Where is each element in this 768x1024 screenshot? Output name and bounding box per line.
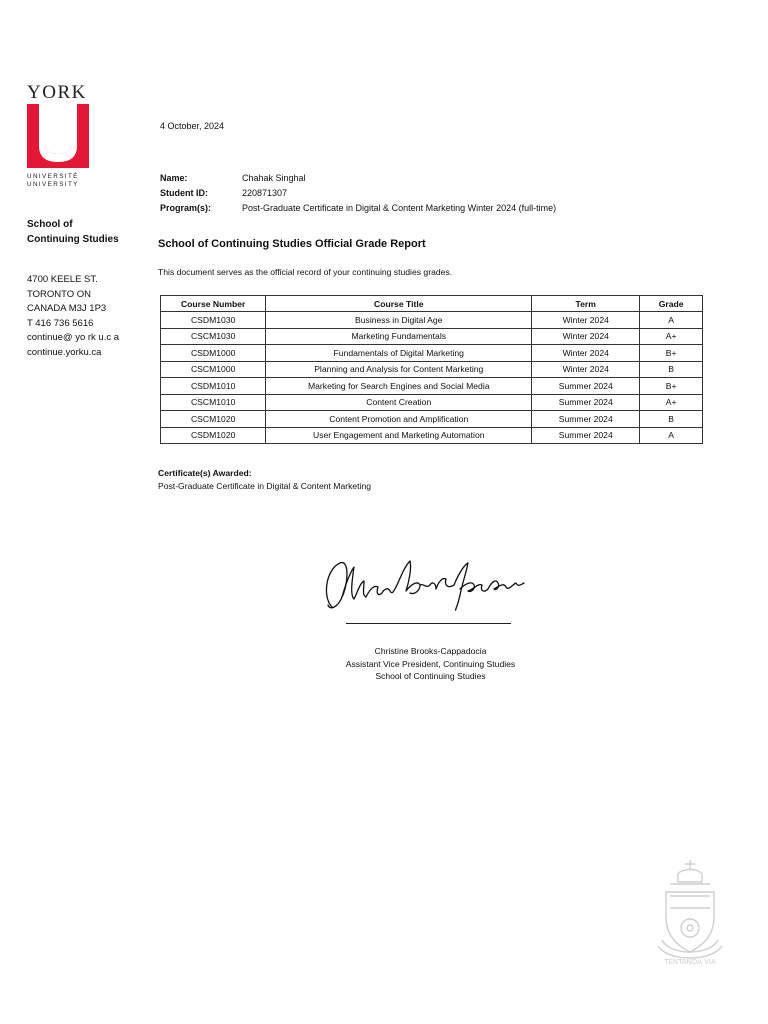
course-title: Content Creation [266, 394, 532, 411]
course-title: Marketing for Search Engines and Social Media [266, 378, 532, 395]
table-row [161, 312, 703, 329]
course-title: Planning and Analysis for Content Marketing [266, 361, 532, 378]
school-name-line2: Continuing Studies [27, 234, 119, 245]
signature-line [346, 623, 511, 624]
address-city: TORONTO ON [27, 288, 92, 300]
table-row [161, 394, 703, 411]
report-title: School of Continuing Studies Official Grade Report [158, 238, 426, 250]
logo-universite-text: UNIVERSITÉ [27, 173, 79, 180]
table-row [161, 427, 703, 444]
university-crest-icon [652, 856, 728, 974]
signer-unit: School of Continuing Studies [375, 671, 486, 681]
course-term: Winter 2024 [532, 345, 640, 362]
intro-text: This document serves as the official record of your continuing studies grades. [158, 267, 453, 277]
course-number: CSDM1010 [161, 378, 266, 395]
table-header-row [161, 296, 703, 312]
course-number: CSDM1030 [161, 312, 266, 329]
course-number: CSCM1030 [161, 328, 266, 345]
signer-block [300, 645, 561, 683]
student-id-label: Student ID: [160, 188, 208, 198]
info-row-student-id [160, 186, 556, 201]
certificate-block [158, 467, 371, 492]
signature-icon [320, 555, 535, 617]
table-row [161, 345, 703, 362]
course-term: Winter 2024 [532, 361, 640, 378]
course-grade: A [640, 427, 703, 444]
table-row [161, 328, 703, 345]
certificate-heading: Certificate(s) Awarded: [158, 468, 252, 478]
course-title: Fundamentals of Digital Marketing [266, 345, 532, 362]
header-course-title: Course Title [266, 296, 532, 312]
header-course-number: Course Number [161, 296, 266, 312]
course-title: Marketing Fundamentals [266, 328, 532, 345]
logo-york-text: YORK [27, 82, 87, 103]
course-number: CSDM1020 [161, 427, 266, 444]
address-email: continue@ yo rk u.c a [27, 332, 120, 344]
address-website: continue.yorku.ca [27, 346, 102, 358]
signer-title: Assistant Vice President, Continuing Studies [345, 658, 516, 669]
logo-u-icon [27, 104, 89, 168]
address-country: CANADA M3J 1P3 [27, 303, 107, 315]
header-grade: Grade [640, 296, 703, 312]
logo-university-text: UNIVERSITY [27, 181, 79, 188]
course-grade: B+ [640, 378, 703, 395]
course-title: User Engagement and Marketing Automation [266, 427, 532, 444]
info-row-name [160, 171, 556, 186]
certificate-value: Post-Graduate Certificate in Digital & Content Marketing [158, 480, 372, 491]
name-label: Name: [160, 173, 188, 183]
course-term: Winter 2024 [532, 328, 640, 345]
grades-table [160, 295, 703, 444]
crest-motto: TENTANDA VIA [664, 958, 716, 966]
course-number: CSDM1000 [161, 345, 266, 362]
table-row [161, 378, 703, 395]
course-number: CSCM1010 [161, 394, 266, 411]
course-term: Summer 2024 [532, 427, 640, 444]
info-row-program [160, 201, 556, 216]
letter-date: 4 October, 2024 [160, 121, 225, 131]
school-name [27, 217, 137, 247]
course-grade: B [640, 411, 703, 428]
header-term: Term [532, 296, 640, 312]
program-label: Program(s): [160, 203, 212, 213]
course-term: Summer 2024 [532, 411, 640, 428]
table-row [161, 411, 703, 428]
student-name: Chahak Singhal [242, 173, 306, 183]
course-grade: A [640, 312, 703, 329]
student-id: 220871307 [242, 188, 288, 198]
table-row [161, 361, 703, 378]
address-phone: T 416 736 5616 [27, 317, 94, 329]
course-title: Content Promotion and Amplification [266, 411, 532, 428]
school-name-line1: School of [27, 219, 73, 230]
course-grade: A+ [640, 328, 703, 345]
address-street: 4700 KEELE ST. [27, 274, 98, 285]
student-info [160, 171, 556, 216]
course-number: CSCM1020 [161, 411, 266, 428]
address-block [27, 273, 137, 361]
course-grade: A+ [640, 394, 703, 411]
course-term: Summer 2024 [532, 378, 640, 395]
course-grade: B [640, 361, 703, 378]
course-number: CSCM1000 [161, 361, 266, 378]
course-grade: B+ [640, 345, 703, 362]
signer-name: Christine Brooks-Cappadocia [374, 646, 487, 656]
program: Post-Graduate Certificate in Digital & Content Marketing Winter 2024 (full-time) [242, 203, 557, 213]
york-university-logo [27, 84, 91, 189]
course-term: Winter 2024 [532, 312, 640, 329]
course-term: Summer 2024 [532, 394, 640, 411]
course-title: Business in Digital Age [266, 312, 532, 329]
